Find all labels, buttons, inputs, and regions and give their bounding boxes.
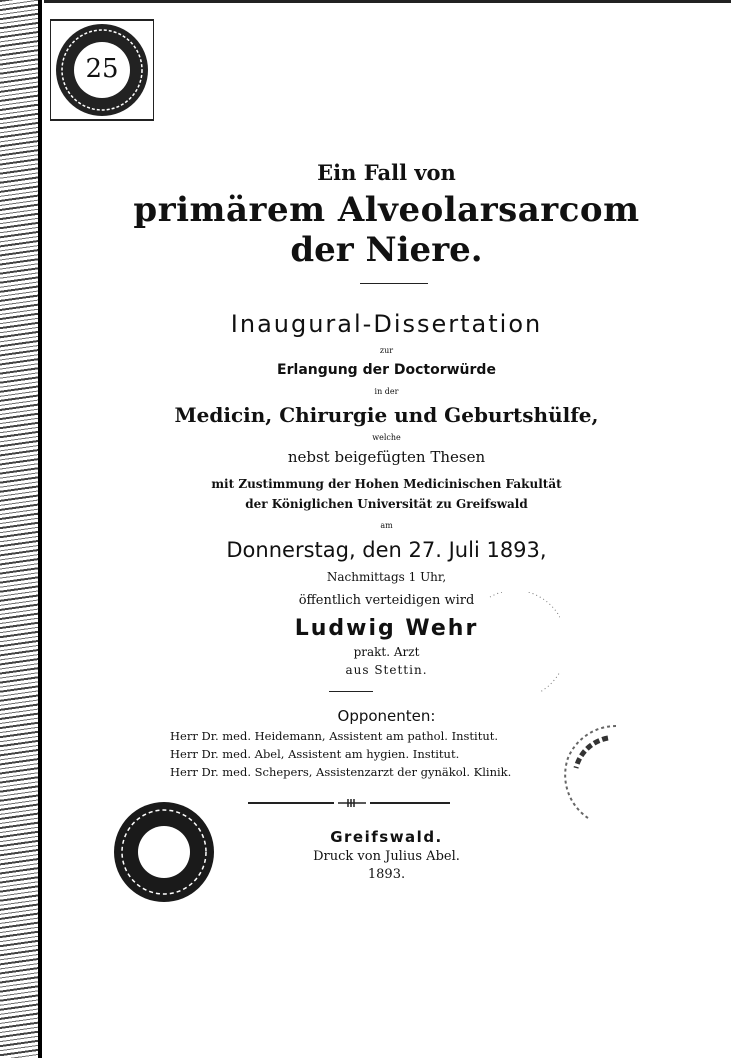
dissertation-zur: zur bbox=[379, 346, 394, 355]
title-line-1: Ein Fall von bbox=[317, 160, 456, 185]
title-line-2: primärem Alveolarsarcom bbox=[133, 190, 640, 230]
title-line-3: der Niere. bbox=[290, 230, 483, 270]
dissertation-faculty: Medicin, Chirurgie und Geburtshülfe, bbox=[174, 403, 599, 427]
dissertation-consent-1: mit Zustimmung der Hohen Medicinischen Fakultät bbox=[211, 477, 562, 491]
dissertation-consent-2: der Königlichen Universität zu Greifswald bbox=[245, 497, 528, 511]
opponent-entry-1: Herr Dr. med. Heidemann, Assistent am pathol. Institut. bbox=[170, 729, 499, 743]
opponents-heading: Opponenten: bbox=[337, 707, 436, 725]
library-stamp-top bbox=[50, 18, 154, 122]
ornament-rule-right bbox=[370, 802, 450, 804]
ornament-rule-top bbox=[360, 283, 428, 284]
ornament-rule-left bbox=[248, 802, 334, 804]
faint-circle-mark bbox=[470, 592, 560, 702]
ornament-icon bbox=[338, 798, 366, 808]
dissertation-in-der: in der bbox=[374, 387, 399, 396]
imprint-printer: Druck von Julius Abel. bbox=[313, 849, 460, 864]
dissertation-heading: Inaugural-Dissertation bbox=[230, 310, 543, 338]
top-edge bbox=[44, 0, 731, 3]
opponent-entry-2: Herr Dr. med. Abel, Assistent am hygien. Institut. bbox=[170, 747, 460, 761]
book-spine bbox=[0, 0, 38, 1058]
imprint-city: Greifswald. bbox=[330, 828, 443, 846]
dissertation-theses: nebst beigefügten Thesen bbox=[287, 448, 486, 466]
dissertation-welche: welche bbox=[372, 433, 401, 442]
divider-rule bbox=[329, 691, 373, 692]
author-title: prakt. Arzt bbox=[353, 645, 420, 659]
dissertation-date: Donnerstag, den 27. Juli 1893, bbox=[226, 538, 547, 562]
dissertation-time: Nachmittags 1 Uhr, bbox=[326, 570, 447, 584]
faint-seal-right bbox=[548, 718, 618, 828]
author-origin: aus Stettin. bbox=[345, 663, 428, 677]
dissertation-defend: öffentlich verteidigen wird bbox=[298, 593, 475, 608]
author-name: Ludwig Wehr bbox=[294, 616, 479, 641]
imprint-year: 1893. bbox=[367, 867, 406, 882]
opponent-entry-3: Herr Dr. med. Schepers, Assistenzarzt der gynäkol. Klinik. bbox=[170, 765, 512, 779]
dissertation-am: am bbox=[380, 521, 393, 530]
dissertation-purpose: Erlangung der Doctorwürde bbox=[277, 362, 496, 378]
stamp-number: 25 bbox=[85, 54, 119, 84]
